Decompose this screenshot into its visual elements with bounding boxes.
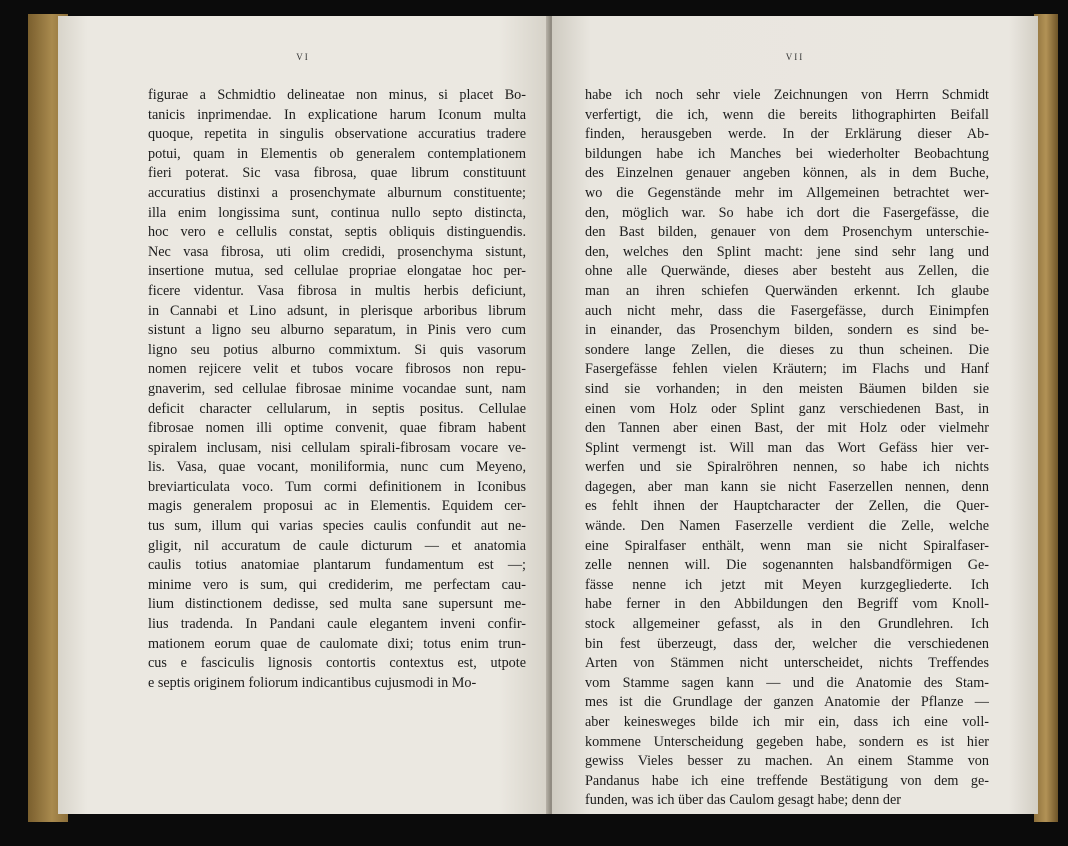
text-line: den, welches den Splint macht: jene sind sehr lang und: [585, 243, 989, 260]
text-line: e septis originem foliorum indicantibus cujusmodi in Mo-: [148, 674, 477, 691]
text-line: wände. Den Namen Faserzelle verdient die Zelle, welche: [585, 518, 989, 535]
text-line: einen vom Holz oder Splint ganz verschiedenen Bast, in: [585, 400, 989, 417]
right-page: [552, 16, 1038, 814]
text-line: Fasergefässe fehlen vielen Kräutern; im Flachs und Hanf: [585, 361, 989, 378]
text-line: werfen und sie Spiralröhren nennen, so habe ich nichts: [585, 459, 989, 476]
left-page-number: VI: [296, 52, 310, 62]
text-line: gewiss Vieles besser zu machen. An einem Stamme von: [585, 753, 989, 770]
text-line: wo die Gegenstände mehr im Allgemeinen betrachtet wer-: [585, 184, 989, 201]
text-line: mes ist die Grundlage der ganzen Anatomie der Pflanze —: [585, 694, 989, 711]
text-line: man an ihren schiefen Querwänden erkennt. Ich glaube: [585, 282, 989, 299]
text-line: ligno seu potius alburno commixtum. Si quis vasorum: [148, 341, 526, 358]
text-line: potui, quam in Elementis ob generalem contemplationem: [148, 145, 526, 162]
text-line: spiralem inclusam, nisi cellulam spirali-fibrosam vocare ve-: [148, 439, 526, 456]
text-line: nomen rejicere velit et tubos vocare fibrosos non repu-: [148, 361, 526, 378]
text-line: den, möglich war. So habe ich dort die Fasergefässe, die: [585, 204, 989, 221]
text-line: stock allgemeiner gefasst, als in den Grundlehren. Ich: [585, 616, 989, 633]
text-line: Pandanus habe ich eine treffende Bestätigung von dem ge-: [585, 772, 989, 789]
text-line: lium distinctionem dedisse, sed multa sane supersunt me-: [148, 596, 526, 613]
text-line: bin fest überzeugt, dass der, welcher die verschiedenen: [585, 635, 989, 652]
text-line: gnaverim, sed cellulae fibrosae minime vocandae sunt, nam: [148, 380, 526, 397]
text-line: quoque, repetita in singulis observatione accuratius tradere: [148, 126, 526, 143]
text-line: funden, was ich über das Caulom gesagt habe; denn der: [585, 792, 901, 809]
text-line: finden, herausgeben werde. In der Erklärung dieser Ab-: [585, 126, 989, 143]
text-line: ohne alle Querwände, dieses aber besteht aus Zellen, die: [585, 263, 989, 280]
text-line: mationem eorum quae de caulomate dixi; totus enim trun-: [148, 635, 526, 652]
text-line: kommene Unterscheidung gegeben habe, sondern es ist hier: [585, 733, 989, 750]
text-line: ficere videntur. Vasa fibrosa in multis herbis deficiunt,: [148, 282, 526, 299]
text-line: cus e fasciculis lignosis contortis contextus est, utpote: [148, 655, 526, 672]
text-line: fässe nenne ich jetzt mit Meyen kurzgegliederte. Ich: [585, 576, 989, 593]
text-line: caulis totius anatomiae plantarum fundamentum est —;: [148, 557, 526, 574]
text-line: Nec vasa fibrosa, uti olim credidi, prosenchyma sistunt,: [148, 243, 526, 260]
text-line: bildungen habe ich Manches bei wiederholter Beobachtung: [585, 145, 989, 162]
text-line: fieri poterat. Sic vasa fibrosa, quae librum constituunt: [148, 165, 526, 182]
text-line: tus sum, illum qui varias species caulis confundit aut ne-: [148, 518, 526, 535]
text-line: insertione mutua, sed cellulae propriae elongatae hoc per-: [148, 263, 526, 280]
text-line: zelle nennen will. Die sogenannten halsbandförmigen Ge-: [585, 557, 989, 574]
text-line: lis. Vasa, quae vocant, moniliformia, nunc cum Meyeno,: [148, 459, 526, 476]
text-line: in Cannabi et Lino adsunt, in plerisque arboribus librum: [148, 302, 526, 319]
text-line: den Bast bilden, genauer von dem Prosenchym unterschie-: [585, 224, 989, 241]
text-line: sondere lange Zellen, die dieses zu thun scheinen. Die: [585, 341, 989, 358]
text-line: deficit character cellularum, in septis positus. Cellulae: [148, 400, 526, 417]
text-line: illa enim longissima sunt, continua nullo septo distincta,: [148, 204, 526, 221]
text-line: sistunt a ligno seu alburno separatum, in Pinis vero cum: [148, 322, 526, 339]
text-line: magis generalem proposui ac in Elementis. Equidem cer-: [148, 498, 526, 515]
text-line: lius tradenda. In Pandani caule elegantem inveni confir-: [148, 616, 526, 633]
text-line: den Tannen aber einen Bast, der mit Holz oder vielmehr: [585, 420, 989, 437]
text-line: auch nicht mehr, dass die Fasergefässe, durch Einimpfen: [585, 302, 989, 319]
text-line: Splint vermengt ist. Will man das Wort Gefäss hier ver-: [585, 439, 989, 456]
text-line: aber keinesweges bilde ich mir ein, dass ich eine voll-: [585, 714, 989, 730]
text-line: accuratius distinxi a prosenchymate alburnum constituente;: [148, 184, 526, 201]
text-line: eine Spiralfaser enthält, wenn man sie nicht Spiralfaser-: [585, 537, 989, 554]
text-line: tanicis inprimendae. In explicatione harum Iconum multa: [148, 106, 526, 123]
right-page-number: VII: [785, 52, 805, 62]
text-line: minime vero is sum, qui crediderim, me perfectam cau-: [148, 576, 526, 593]
text-line: breviarticulata voco. Tum cormi definitionem in Iconibus: [148, 478, 526, 495]
text-line: in einander, das Prosenchym bilden, sondern es sind be-: [585, 322, 989, 339]
text-line: des Einzelnen genauer angeben können, als in dem Buche,: [585, 165, 989, 182]
right-page-text: [585, 86, 989, 811]
text-line: sind sie vorhanden; in den meisten Bäumen bilden sie: [585, 380, 989, 397]
left-page-text: [148, 86, 526, 693]
text-line: verfertigt, die ich, wenn die bereits lithographirten Beifall: [585, 106, 989, 123]
text-line: es fehlt ihnen der Hauptcharacter der Zellen, die Quer-: [585, 498, 989, 515]
text-line: habe ferner in den Abbildungen den Begriff vom Knoll-: [585, 596, 989, 613]
left-page: [58, 16, 548, 814]
text-line: fibrosae nomen illi optime convenit, quae fibram habent: [148, 420, 526, 437]
text-line: hoc vero e cellulis constat, septis obliquis distinguendis.: [148, 224, 526, 241]
text-line: vom Stamme sagen kann — und die Anatomie des Stam-: [585, 674, 989, 691]
text-line: dagegen, aber man kann sie nicht Faserzellen nennen, denn: [585, 478, 989, 495]
text-line: gligit, nil accuratum de caule dicturum — et anatomia: [148, 537, 526, 554]
text-line: figurae a Schmidtio delineatae non minus, si placet Bo-: [148, 87, 526, 103]
text-line: habe ich noch sehr viele Zeichnungen von Herrn Schmidt: [585, 87, 989, 103]
text-line: Arten von Stämmen nicht unterscheidet, nichts Treffendes: [585, 655, 989, 672]
